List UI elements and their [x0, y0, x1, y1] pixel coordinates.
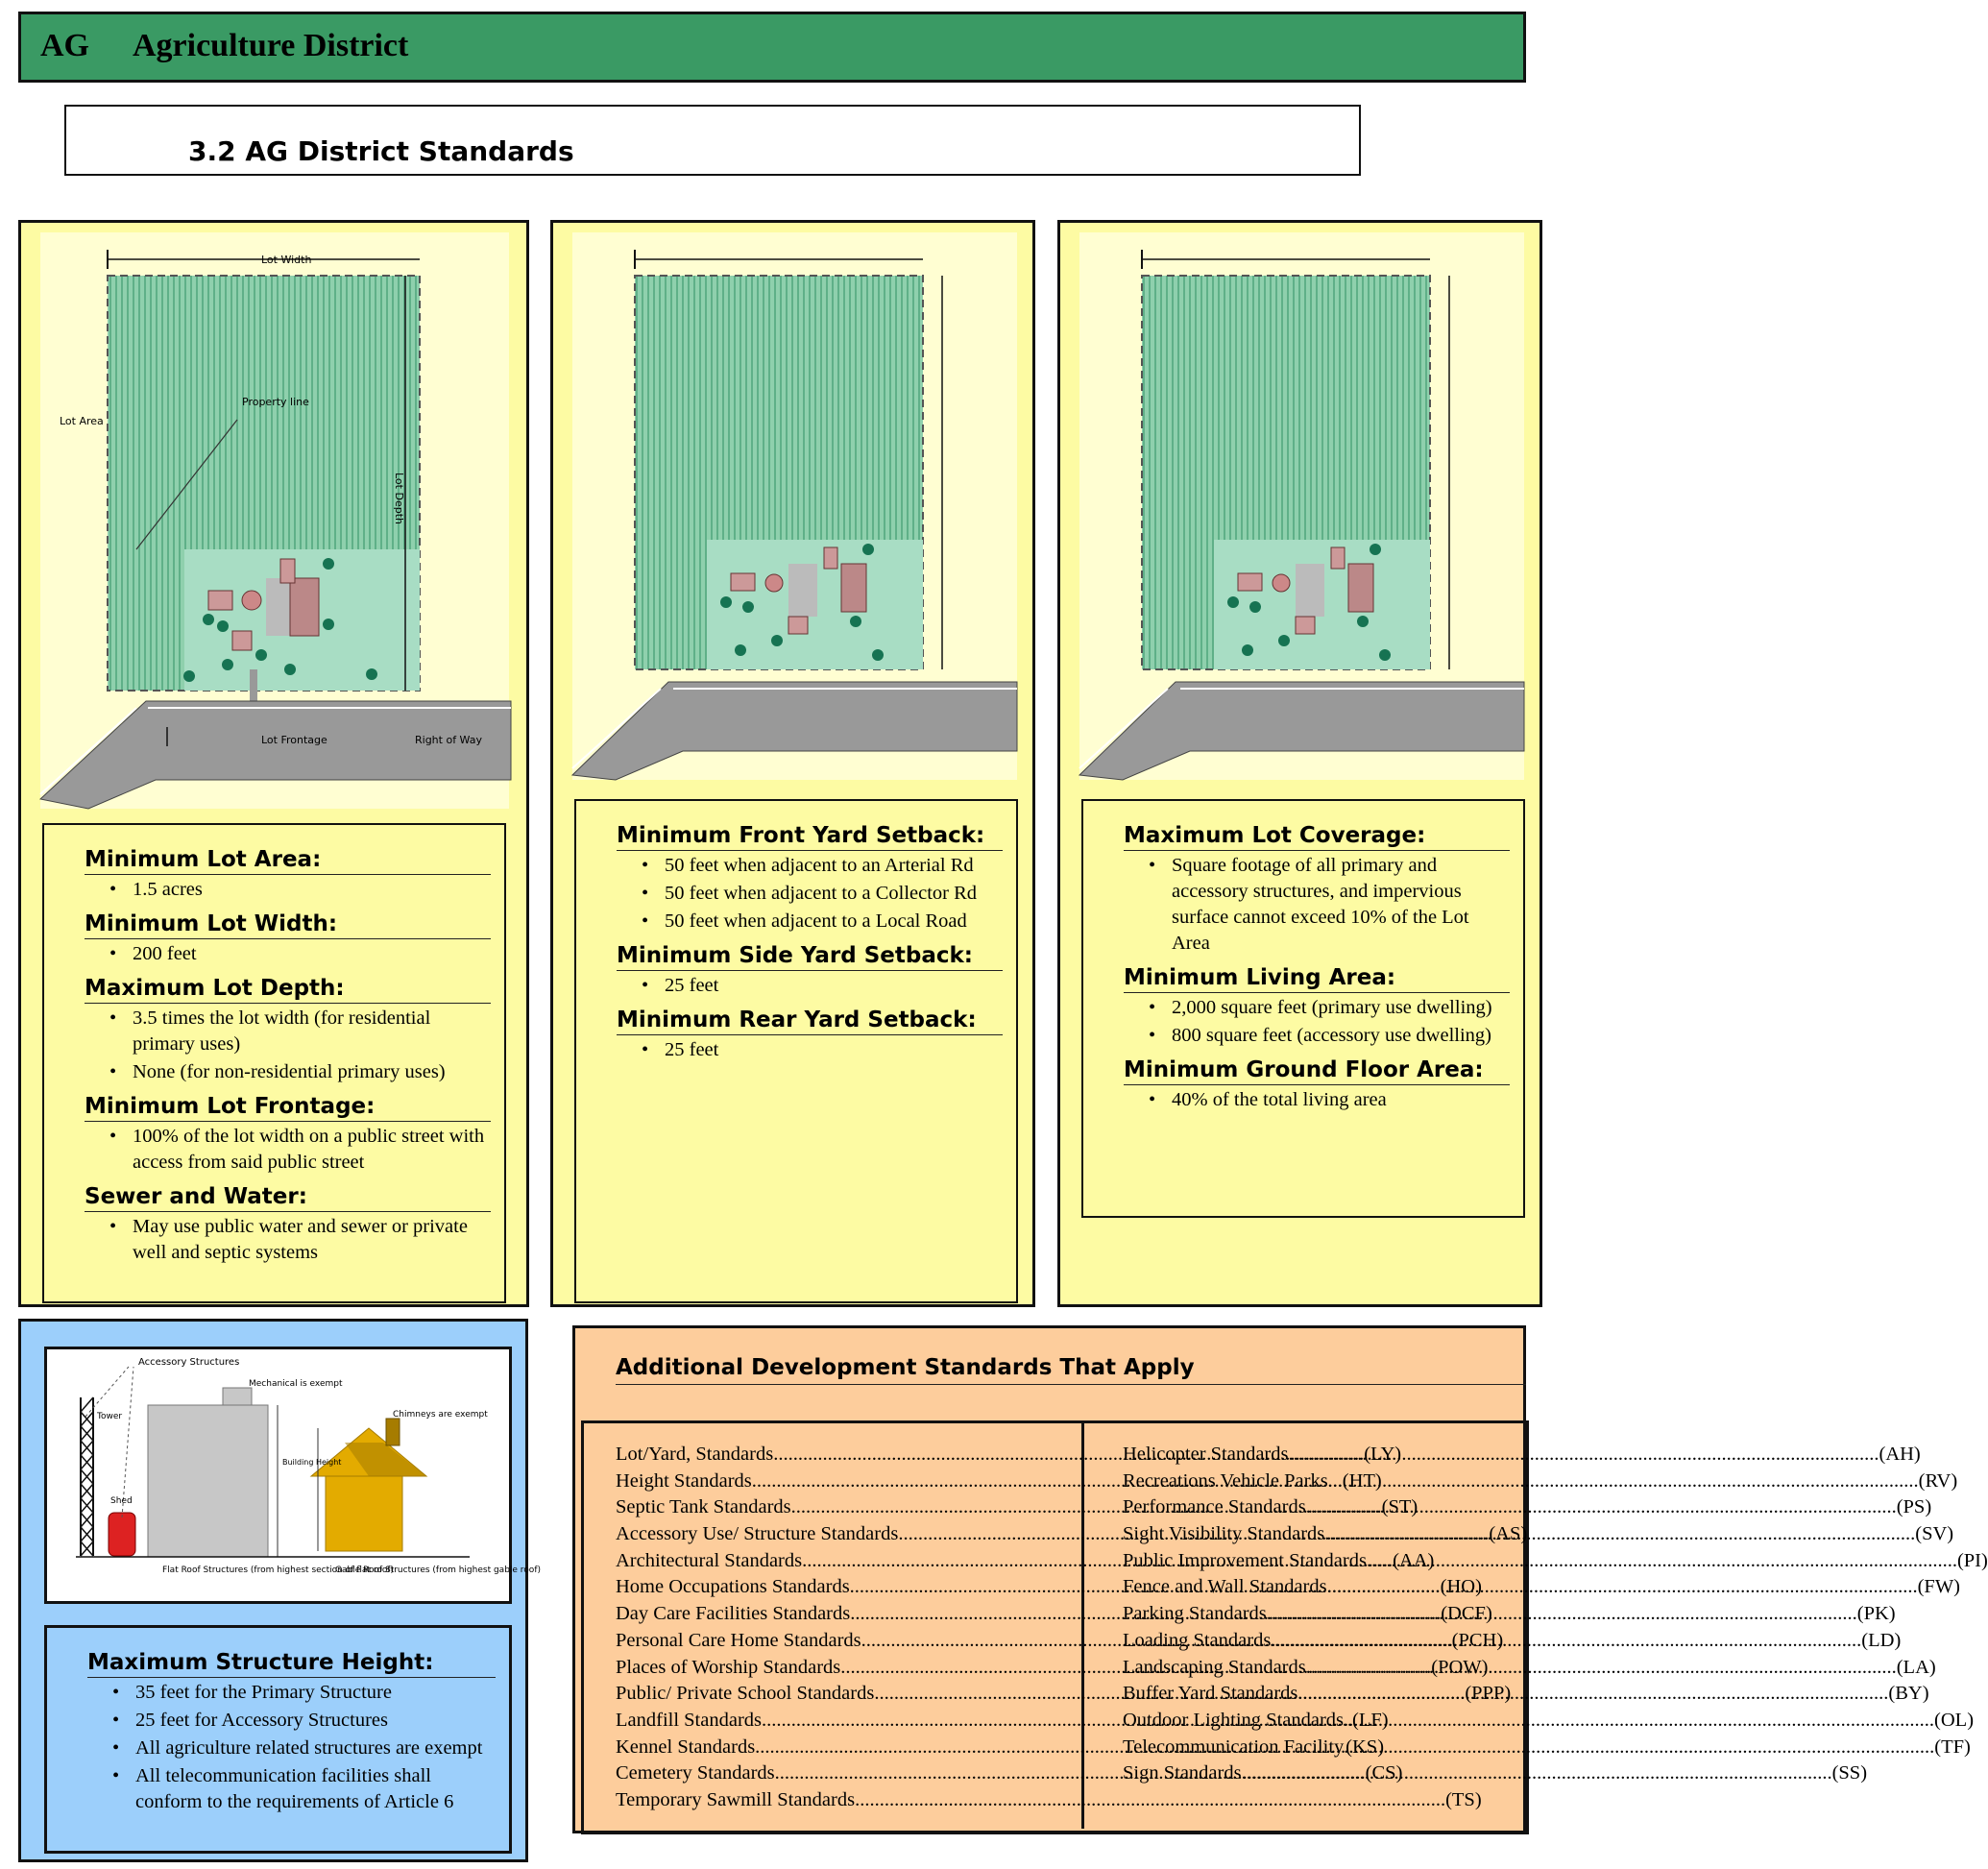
spec-item: • 50 feet when adjacent to a Local Road — [665, 909, 1003, 934]
standard-name: Kennel Standards — [616, 1736, 756, 1758]
standard-code: (AH) — [1879, 1444, 1921, 1465]
standard-code: (LY) — [1364, 1444, 1402, 1465]
standard-name: Fence and Wall Standards — [1123, 1576, 1327, 1598]
spec-item: • 25 feet — [665, 1037, 1003, 1063]
standard-name: Telecommunication Facility — [1123, 1736, 1345, 1758]
standard-code: (KS) — [1346, 1736, 1385, 1758]
standard-name: Outdoor Lighting Standards — [1123, 1709, 1345, 1731]
standard-code: (AA) — [1393, 1549, 1435, 1571]
lot-frontage-label: Lot Frontage — [261, 734, 327, 746]
leader-dots — [1267, 1601, 1857, 1628]
standard-code: (OL) — [1934, 1709, 1975, 1731]
standard-code: (FW) — [1917, 1576, 1961, 1598]
standard-code: (AS) — [1489, 1523, 1528, 1545]
standard-name: Public Improvement Standards — [1123, 1549, 1367, 1571]
standard-code: (ST) — [1381, 1496, 1418, 1518]
standard-code: (POW) — [1431, 1656, 1489, 1678]
leader-dots — [1344, 1708, 1934, 1735]
tower-label: Tower — [97, 1412, 123, 1421]
standard-code: (PI) — [1956, 1549, 1988, 1571]
height-diagram-svg — [47, 1349, 541, 1601]
shed-shape — [109, 1513, 135, 1556]
spec-list — [44, 1006, 504, 1085]
height-spec-heading: Maximum Structure Height: — [87, 1649, 496, 1678]
standard-code: (RV) — [1918, 1469, 1958, 1492]
standard-name: Day Care Facilities Standards — [616, 1603, 851, 1625]
flat-roof-building — [148, 1405, 268, 1557]
leader-dots — [1344, 1735, 1934, 1761]
standard-name: Personal Care Home Standards — [616, 1629, 861, 1651]
additional-standards-heading: Additional Development Standards That Apply — [616, 1355, 1526, 1385]
standard-row — [1123, 1760, 1868, 1787]
leader-dots — [1324, 1521, 1915, 1548]
leader-dots — [1306, 1655, 1897, 1682]
standard-code: (SV) — [1915, 1523, 1954, 1545]
height-spec-list — [47, 1680, 509, 1815]
standard-name: Public/ Private School Standards — [616, 1683, 875, 1705]
spec-heading: Minimum Rear Yard Setback: — [617, 1007, 1003, 1035]
standard-row — [1123, 1494, 1932, 1521]
height-diagram — [44, 1347, 541, 1604]
standard-name: Landfill Standards — [616, 1709, 763, 1731]
district-title: Agriculture District — [133, 28, 409, 63]
spec-item: • 50 feet when adjacent to an Arterial Rd — [665, 853, 1003, 879]
building-height-label: Building Height — [282, 1458, 342, 1467]
leader-dots — [1242, 1760, 1832, 1787]
leader-dots — [1297, 1681, 1888, 1708]
standard-code: (CS) — [1365, 1762, 1403, 1784]
right-of-way-label: Right of Way — [415, 734, 482, 746]
lot-depth-label: Lot Depth — [393, 473, 405, 524]
spec-item: • 25 feet for Accessory Structures — [135, 1708, 496, 1734]
standard-name: Cemetery Standards — [616, 1762, 775, 1784]
standard-code: (LD) — [1861, 1629, 1902, 1651]
property-line-label: Property line — [242, 396, 309, 408]
standard-code: (SS) — [1831, 1762, 1868, 1784]
standard-code: (PCH) — [1451, 1629, 1504, 1651]
standard-name: Architectural Standards — [616, 1549, 803, 1571]
standard-code: (PS) — [1896, 1496, 1932, 1518]
spec-item: • 1.5 acres — [133, 877, 491, 903]
standard-code: (LF) — [1352, 1709, 1389, 1731]
spec-item: • 50 feet when adjacent to a Collector Rd — [665, 881, 1003, 907]
lot-spec-box — [42, 823, 506, 1303]
standard-code: (PK) — [1856, 1603, 1896, 1625]
spec-item: • None (for non-residential primary uses) — [133, 1059, 491, 1085]
mechanical-label: Mechanical is exempt — [249, 1379, 343, 1389]
standard-name: Lot/Yard, Standards — [616, 1444, 774, 1465]
standard-code: (TF) — [1934, 1736, 1971, 1758]
setback-diagram — [572, 232, 1017, 780]
coverage-diagram-svg — [1079, 232, 1524, 780]
standard-name: Sight Visibility Standards — [1123, 1523, 1325, 1545]
spec-list — [1083, 995, 1523, 1049]
spec-list — [576, 973, 1016, 999]
flat-roof-label: Flat Roof Structures (from highest section of flat roof) — [162, 1566, 395, 1575]
spec-item: • All telecommunication facilities shall conform to the requirements of Article 6 — [135, 1763, 496, 1815]
spec-heading: Minimum Lot Width: — [85, 910, 491, 939]
spec-list — [44, 877, 504, 903]
lot-area-label: Lot Area — [60, 415, 104, 427]
spec-list — [44, 941, 504, 967]
shed-label: Shed — [110, 1496, 133, 1506]
section-title-box — [64, 105, 1361, 176]
standard-name: Helicopter Standards — [1123, 1444, 1289, 1465]
standard-name: Home Occupations Standards — [616, 1576, 850, 1598]
spec-list — [1083, 853, 1523, 957]
section-title: 3.2 AG District Standards — [188, 135, 574, 167]
spec-item: • 100% of the lot width on a public street with access from said public street — [133, 1124, 491, 1176]
standard-name: Performance Standards — [1123, 1496, 1306, 1518]
spec-item: • 40% of the total living area — [1172, 1087, 1510, 1113]
setback-standards-panel — [550, 220, 1035, 1307]
lot-diagram-svg — [40, 232, 509, 809]
standard-name: Temporary Sawmill Standards — [616, 1788, 856, 1810]
height-spec-box — [44, 1625, 512, 1854]
standard-row — [1123, 1601, 1896, 1628]
standard-code: (BY) — [1888, 1683, 1929, 1705]
district-header — [18, 12, 1526, 83]
leader-dots — [855, 1787, 1445, 1814]
spec-heading: Maximum Lot Coverage: — [1124, 822, 1510, 851]
standard-row — [1123, 1681, 1929, 1708]
spec-list — [576, 1037, 1016, 1063]
spec-item: • 800 square feet (accessory use dwelling) — [1172, 1023, 1510, 1049]
leader-dots — [1271, 1628, 1861, 1655]
spec-item: • 200 feet — [133, 941, 491, 967]
standard-row — [1123, 1468, 1958, 1495]
standard-row — [1123, 1574, 1961, 1601]
spec-item: • 35 feet for the Primary Structure — [135, 1680, 496, 1706]
standard-code: (HT) — [1342, 1469, 1382, 1492]
leader-dots — [1327, 1574, 1918, 1601]
standard-code: (PPP) — [1465, 1683, 1512, 1705]
spec-heading: Minimum Ground Floor Area: — [1124, 1056, 1510, 1085]
spec-list — [44, 1124, 504, 1176]
standard-name: Parking Standards — [1123, 1603, 1267, 1625]
district-code: AG — [40, 28, 89, 63]
lot-diagram — [40, 232, 509, 809]
leader-dots — [1328, 1468, 1919, 1495]
standard-code: (LA) — [1896, 1656, 1936, 1678]
standard-row — [1123, 1655, 1936, 1682]
spec-item: • All agriculture related structures are exempt — [135, 1736, 496, 1761]
standard-name: Buffer Yard Standards — [1123, 1683, 1298, 1705]
spec-item: • 3.5 times the lot width (for residential primary uses) — [133, 1006, 491, 1057]
standard-code: (DCF) — [1441, 1603, 1492, 1625]
spec-heading: Minimum Living Area: — [1124, 964, 1510, 993]
accessory-structures-label: Accessory Structures — [138, 1357, 240, 1368]
leader-dots — [1289, 1442, 1879, 1468]
standard-name: Sign Standards — [1123, 1762, 1242, 1784]
lot-standards-panel — [18, 220, 529, 1307]
spec-list — [576, 853, 1016, 934]
lot-width-label: Lot Width — [261, 254, 312, 266]
spec-item: • 25 feet — [665, 973, 1003, 999]
spec-heading: Maximum Lot Depth: — [85, 975, 491, 1004]
spec-item: • 2,000 square feet (primary use dwelling) — [1172, 995, 1510, 1021]
coverage-diagram — [1079, 232, 1524, 780]
spec-heading: Sewer and Water: — [85, 1183, 491, 1212]
standard-name: Height Standards — [616, 1469, 752, 1492]
spec-heading: Minimum Front Yard Setback: — [617, 822, 1003, 851]
coverage-spec-box — [1081, 799, 1525, 1218]
standard-row — [1123, 1548, 1988, 1575]
coverage-standards-panel — [1057, 220, 1542, 1307]
standard-row — [1123, 1442, 1921, 1468]
spec-heading: Minimum Lot Frontage: — [85, 1093, 491, 1122]
spec-list — [1083, 1087, 1523, 1113]
standard-code: (HO) — [1440, 1576, 1482, 1598]
standard-row — [1123, 1735, 1971, 1761]
leader-dots — [1306, 1494, 1897, 1521]
standard-name: Places of Worship Standards — [616, 1656, 841, 1678]
chimneys-label: Chimneys are exempt — [393, 1410, 488, 1420]
setback-spec-box — [574, 799, 1018, 1303]
spec-list — [44, 1214, 504, 1266]
standard-name: Landscaping Standards — [1123, 1656, 1306, 1678]
additional-standards-panel — [572, 1325, 1988, 1833]
standard-code: (TS) — [1445, 1788, 1482, 1810]
height-standards-panel — [18, 1319, 541, 1862]
standard-name: Septic Tank Standards — [616, 1496, 791, 1518]
standard-row — [616, 1787, 1482, 1814]
standard-row — [1123, 1708, 1975, 1735]
spec-heading: Minimum Lot Area: — [85, 846, 491, 875]
gable-roof-label: Gable Roof Structures (from highest gable roof) — [335, 1566, 541, 1575]
spec-item: • May use public water and sewer or private well and septic systems — [133, 1214, 491, 1266]
setback-diagram-svg — [572, 232, 1017, 780]
standard-name: Accessory Use/ Structure Standards — [616, 1523, 899, 1545]
spec-item: • Square footage of all primary and accessory structures, and impervious surface cannot exceed 10% of the Lot Area — [1172, 853, 1510, 957]
leader-dots — [1367, 1548, 1957, 1575]
spec-heading: Minimum Side Yard Setback: — [617, 942, 1003, 971]
standard-name: Loading Standards — [1123, 1629, 1272, 1651]
standard-row — [1123, 1628, 1902, 1655]
standard-name: Recreations Vehicle Parks — [1123, 1469, 1328, 1492]
